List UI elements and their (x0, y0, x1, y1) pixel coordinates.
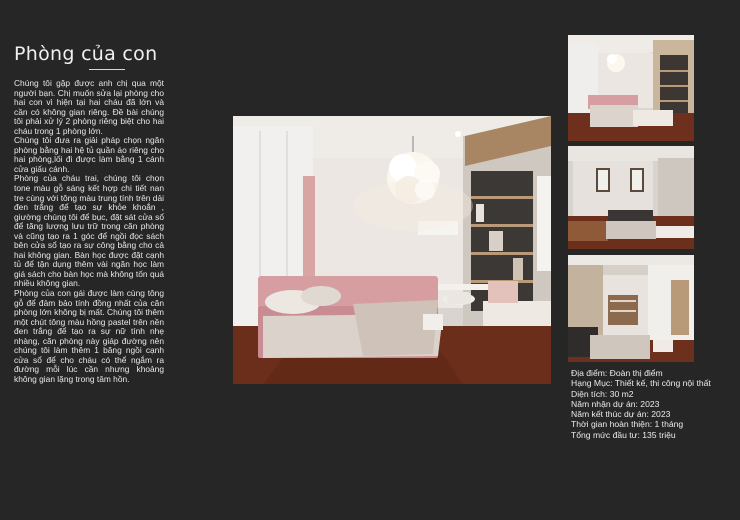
info-budget: Tổng mức đầu tư: 135 triệu (571, 429, 676, 440)
description-text (14, 79, 164, 385)
project-info (571, 368, 736, 440)
paragraph: Chúng tôi đưa ra giải pháp chọn ngăn phòng bằng hai hệ tủ quần áo riêng cho hai phòng,lối đi được làm bằng 1 cánh cửa giấu cánh. (14, 135, 164, 174)
info-duration: Thời gian hoàn thiện: 1 tháng (571, 419, 684, 430)
main-bedroom-photo (233, 116, 551, 384)
thumbnail-photo-2 (568, 146, 694, 249)
info-area: Diện tích: 30 m2 (571, 388, 634, 399)
info-end-year: Năm kết thúc dự án: 2023 (571, 409, 671, 420)
paragraph: Phòng của con gái được làm cùng tông gỗ để đảm bảo tính đồng nhất của căn phòng lớn không bị mất. Chúng tôi thêm một chút tông màu hồng pastel trên nền đen trắng để tạo ra sự nữ tính nhẹ nhàng, căn phòng này giáp đường nên chúng tôi làm thêm 1 băng ngồi cạnh cửa sổ để cho cháu có thể ngắm ra đường mỗi lúc cần nhưng khoảng không gian lặng trong tâm hồn. (14, 288, 164, 384)
info-location: Địa điểm: Đoàn thị điểm (571, 368, 663, 378)
info-scope: Hạng Mục: Thiết kế, thi công nội thất (571, 378, 711, 389)
thumbnail-photo-3 (568, 255, 694, 362)
info-start-year: Năm nhận dự án: 2023 (571, 398, 660, 409)
paragraph: Chúng tôi gặp được anh chị qua một người bạn. Chị muốn sửa lại phòng cho hai con vì hiện tại hai cháu đã lớn và cần có không gian riêng. Đề bài chúng tôi phải xử lý 2 phòng riêng biệt cho hai cháu trong 1 phòng lớn. (14, 78, 164, 136)
thumbnail-photo-1 (568, 35, 694, 141)
page-title: Phòng của con (14, 43, 158, 65)
title-underline (89, 69, 125, 70)
paragraph: Phòng của cháu trai, chúng tôi chọn tone màu gỗ sáng kết hợp chi tiết nan tre cùng với tông màu trung tính trên dải đen trắng để tạo sự khỏe khoắn , giường chúng tôi để bục, đặt sát cửa sổ để tăng lượng lưu trữ trong căn phòng và cũng tạo ra 1 góc để ngồi đọc sách bên cửa sổ tạo ra sự công bằng cho cả hai không gian. Bàn học được đặt cạnh tủ để tận dụng thêm vài ngăn học làm giá sách cho bàn học mà không tốn quá nhiều không gian. (14, 173, 164, 289)
